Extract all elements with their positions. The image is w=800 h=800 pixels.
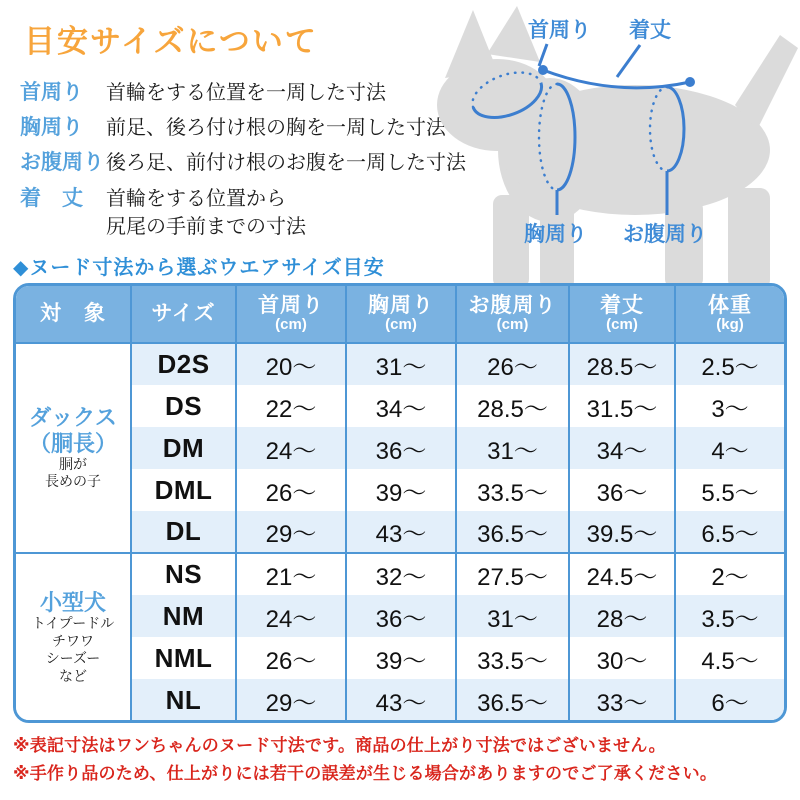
table-row — [16, 595, 784, 637]
legend-desc-belly: 後ろ足、前付け根のお腹を一周した寸法 — [106, 152, 466, 174]
header-size: サイズ — [131, 286, 236, 343]
value-cell: 20〜 — [236, 343, 346, 385]
diagram-label-length: 着丈 — [629, 19, 671, 42]
legend-term-belly: お腹周り — [20, 151, 104, 174]
legend-row-belly — [20, 146, 466, 176]
header-weight: 体重 (kg) — [675, 286, 784, 343]
value-cell: 36〜 — [346, 427, 456, 469]
value-cell: 33.5〜 — [456, 637, 569, 679]
value-cell: 24〜 — [236, 427, 346, 469]
header-neck: 首周り (cm) — [236, 286, 346, 343]
dog-measurement-diagram — [425, 0, 800, 292]
legend-desc-length: 首輪をする位置から — [106, 188, 286, 210]
value-cell: 39〜 — [346, 469, 456, 511]
value-cell: 3〜 — [675, 385, 784, 427]
size-cell: NM — [131, 595, 236, 637]
header-belly: お腹周り (cm) — [456, 286, 569, 343]
size-cell: DS — [131, 385, 236, 427]
value-cell: 27.5〜 — [456, 553, 569, 595]
value-cell: 34〜 — [346, 385, 456, 427]
value-cell: 31〜 — [456, 427, 569, 469]
value-cell: 28.5〜 — [569, 343, 675, 385]
value-cell: 43〜 — [346, 511, 456, 553]
value-cell: 24〜 — [236, 595, 346, 637]
header-length: 着丈 (cm) — [569, 286, 675, 343]
value-cell: 4.5〜 — [675, 637, 784, 679]
value-cell: 31〜 — [346, 343, 456, 385]
value-cell: 26〜 — [236, 637, 346, 679]
table-row — [16, 385, 784, 427]
size-cell: D2S — [131, 343, 236, 385]
legend-term-length: 着 丈 — [20, 187, 83, 210]
legend-desc-length-line2: 尻尾の手前までの寸法 — [106, 216, 306, 238]
size-table — [13, 283, 787, 723]
value-cell: 4〜 — [675, 427, 784, 469]
group-cell-small-dog: 小型犬 トイプードル チワワ シーズー など — [16, 553, 131, 721]
value-cell: 33.5〜 — [456, 469, 569, 511]
value-cell: 31〜 — [456, 595, 569, 637]
value-cell: 24.5〜 — [569, 553, 675, 595]
table-row — [16, 469, 784, 511]
value-cell: 34〜 — [569, 427, 675, 469]
value-cell: 21〜 — [236, 553, 346, 595]
value-cell: 5.5〜 — [675, 469, 784, 511]
dog-silhouette-icon — [425, 0, 800, 292]
value-cell: 28.5〜 — [456, 385, 569, 427]
size-cell: NML — [131, 637, 236, 679]
value-cell: 22〜 — [236, 385, 346, 427]
value-cell: 6〜 — [675, 679, 784, 721]
value-cell: 29〜 — [236, 511, 346, 553]
table-row — [16, 679, 784, 721]
value-cell: 32〜 — [346, 553, 456, 595]
value-cell: 28〜 — [569, 595, 675, 637]
value-cell: 30〜 — [569, 637, 675, 679]
legend-term-chest: 胸周り — [20, 116, 83, 139]
diagram-label-chest: 胸周り — [524, 223, 587, 246]
value-cell: 39〜 — [346, 637, 456, 679]
value-cell: 43〜 — [346, 679, 456, 721]
legend-desc-neck: 首輪をする位置を一周した寸法 — [106, 82, 386, 104]
value-cell: 2.5〜 — [675, 343, 784, 385]
size-cell: NS — [131, 553, 236, 595]
table-row — [16, 553, 784, 595]
value-cell: 36〜 — [569, 469, 675, 511]
size-cell: DL — [131, 511, 236, 553]
value-cell: 36.5〜 — [456, 511, 569, 553]
value-cell: 3.5〜 — [675, 595, 784, 637]
note-nude-size: ※表記寸法はワンちゃんのヌード寸法です。商品の仕上がり寸法ではございません。 — [13, 736, 666, 755]
value-cell: 36.5〜 — [456, 679, 569, 721]
diagram-label-belly: お腹周り — [623, 223, 707, 246]
value-cell: 6.5〜 — [675, 511, 784, 553]
value-cell: 29〜 — [236, 679, 346, 721]
value-cell: 39.5〜 — [569, 511, 675, 553]
section-title: ◆ヌード寸法から選ぶウエアサイズ目安 — [13, 257, 385, 279]
table-header-row — [16, 286, 784, 343]
value-cell: 26〜 — [456, 343, 569, 385]
size-cell: NL — [131, 679, 236, 721]
table-row — [16, 343, 784, 385]
legend-term-neck: 首周り — [20, 81, 83, 104]
page-title: 目安サイズについて — [24, 24, 318, 59]
table-row — [16, 427, 784, 469]
value-cell: 33〜 — [569, 679, 675, 721]
group-cell-dachshund: ダックス （胴長） 胴が 長めの子 — [16, 343, 131, 553]
note-handmade-tolerance: ※手作り品のため、仕上がりには若干の誤差が生じる場合がありますのでご了承ください。 — [13, 764, 718, 783]
value-cell: 26〜 — [236, 469, 346, 511]
header-chest: 胸周り (cm) — [346, 286, 456, 343]
table-row — [16, 511, 784, 553]
diagram-label-neck: 首周り — [528, 19, 591, 42]
legend-desc-chest: 前足、後ろ付け根の胸を一周した寸法 — [106, 117, 446, 139]
table-row — [16, 637, 784, 679]
size-cell: DML — [131, 469, 236, 511]
value-cell: 36〜 — [346, 595, 456, 637]
legend-row-neck — [20, 76, 386, 106]
size-cell: DM — [131, 427, 236, 469]
legend-row-chest — [20, 111, 446, 141]
value-cell: 31.5〜 — [569, 385, 675, 427]
value-cell: 2〜 — [675, 553, 784, 595]
header-target: 対 象 — [16, 286, 131, 343]
legend-row-length — [20, 182, 286, 212]
